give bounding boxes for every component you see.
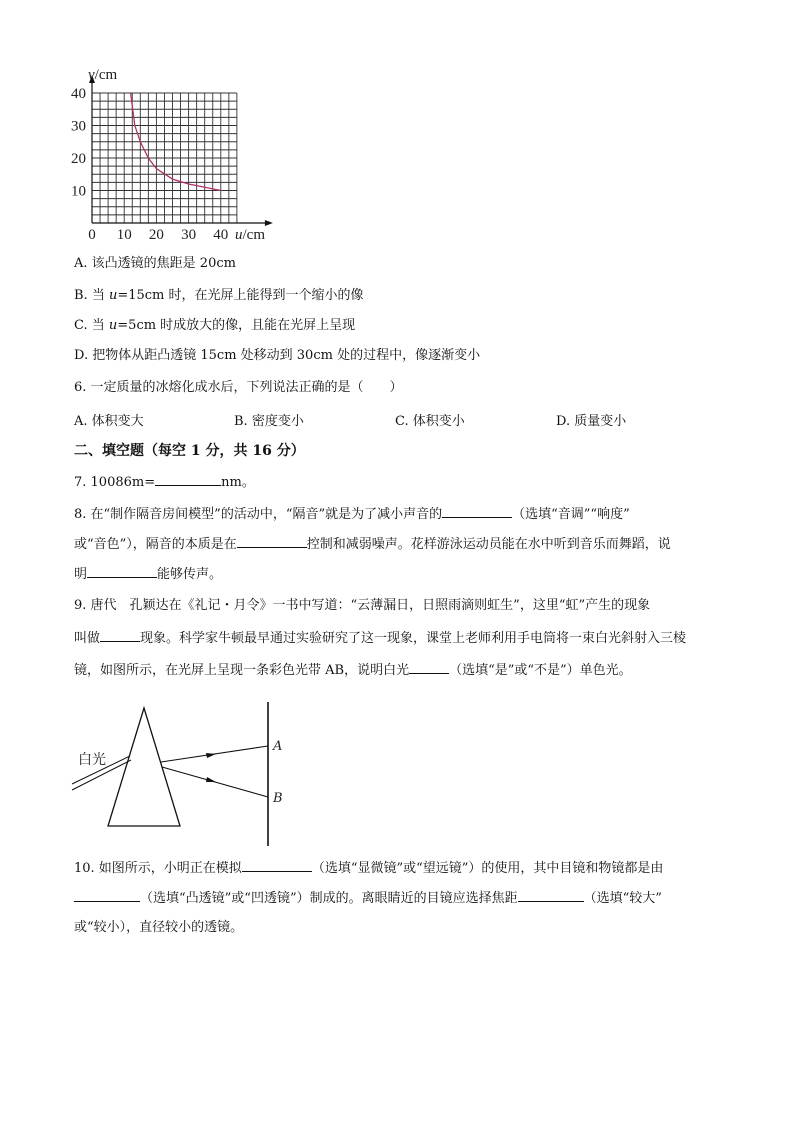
q7-blank xyxy=(155,472,221,486)
q10-line3: 或“较小），直径较小的透镜。 xyxy=(74,920,244,935)
y-tick-label: 30 xyxy=(71,118,86,135)
x-tick-label: 30 xyxy=(181,227,197,243)
q10-line2: （选填“凸透镜”或“凹透镜”）制成的。离眼睛近的目镜应选择焦距 （选填“较大” xyxy=(74,888,662,909)
q9-blank-1 xyxy=(100,628,140,642)
q6-stem: 6. 一定质量的冰熔化成水后，下列说法正确的是（ ） xyxy=(74,380,403,395)
prism xyxy=(108,708,180,826)
point-b-label: B xyxy=(273,791,283,806)
section-title: 二、填空题（每空 1 分，共 16 分） xyxy=(74,443,305,459)
x-tick-label: 40 xyxy=(213,227,229,243)
q7: 7. 10086m= nm。 xyxy=(74,472,255,493)
q9-line2: 叫做 现象。科学家牛顿最早通过实验研究了这一现象，课堂上老师利用手电筒将一束白光斜射入三棱 xyxy=(74,628,686,649)
prism-diagram xyxy=(70,700,300,850)
x-tick-label: 20 xyxy=(148,227,164,243)
y-tick-label: 40 xyxy=(71,86,86,102)
q6-option-d: D. 质量变小 xyxy=(556,414,627,429)
q10-blank-3 xyxy=(518,888,584,902)
x-axis-arrow xyxy=(265,220,273,226)
q5-option-a: A. 该凸透镜的焦距是 20cm xyxy=(74,256,236,271)
q10-blank-2 xyxy=(74,888,140,902)
q9-blank-2 xyxy=(409,660,449,674)
graph-grid xyxy=(92,93,237,223)
q9-line1: 9. 唐代 孔颖达在《礼记・月令》一书中写道：“云薄漏日，日照雨滴则虹生”，这里“虹”产生的现象 xyxy=(74,598,651,613)
q6-option-b: B. 密度变小 xyxy=(234,414,304,429)
q8-line3: 明 能够传声。 xyxy=(74,564,222,585)
v-u-graph xyxy=(64,60,284,250)
q10-line1: 10. 如图所示，小明正在模拟 （选填“显微镜”或“望远镜”）的使用，其中目镜和物镜都是由 xyxy=(74,858,663,879)
q5-option-b: B. 当 u=15cm 时，在光屏上能得到一个缩小的像 xyxy=(74,288,364,303)
y-tick-label: 20 xyxy=(71,151,86,167)
arrow-b xyxy=(206,777,216,782)
q8-blank-2 xyxy=(237,534,307,548)
x-tick-label: 10 xyxy=(116,227,132,243)
q10-blank-1 xyxy=(242,858,312,872)
x-tick-label: 0 xyxy=(88,227,96,243)
q8-blank-1 xyxy=(442,504,512,518)
q8-line1: 8. 在“制作隔音房间模型”的活动中，“隔音”就是为了减小声音的 （选填“音调”“响度” xyxy=(74,504,630,525)
white-light-label: 白光 xyxy=(78,752,106,768)
q9-line3: 镜，如图所示，在光屏上呈现一条彩色光带 AB，说明白光 （选填“是”或“不是”）单色光。 xyxy=(74,660,632,681)
q6-option-c: C. 体积变小 xyxy=(395,414,465,429)
y-axis-label: v/cm xyxy=(88,67,118,83)
q8-line2: 或“音色”），隔音的本质是在 控制和减弱噪声。花样游泳运动员能在水中听到音乐而舞蹈，说 xyxy=(74,534,671,555)
point-a-label: A xyxy=(273,739,283,754)
x-axis-label: u/cm xyxy=(235,227,265,243)
q5-option-d: D. 把物体从距凸透镜 15cm 处移动到 30cm 处的过程中，像逐渐变小 xyxy=(74,348,481,363)
q5-option-c: C. 当 u=5cm 时成放大的像，且能在光屏上呈现 xyxy=(74,318,356,333)
q6-option-a: A. 体积变大 xyxy=(74,414,144,429)
q8-blank-3 xyxy=(87,564,157,578)
y-tick-label: 10 xyxy=(71,183,86,200)
